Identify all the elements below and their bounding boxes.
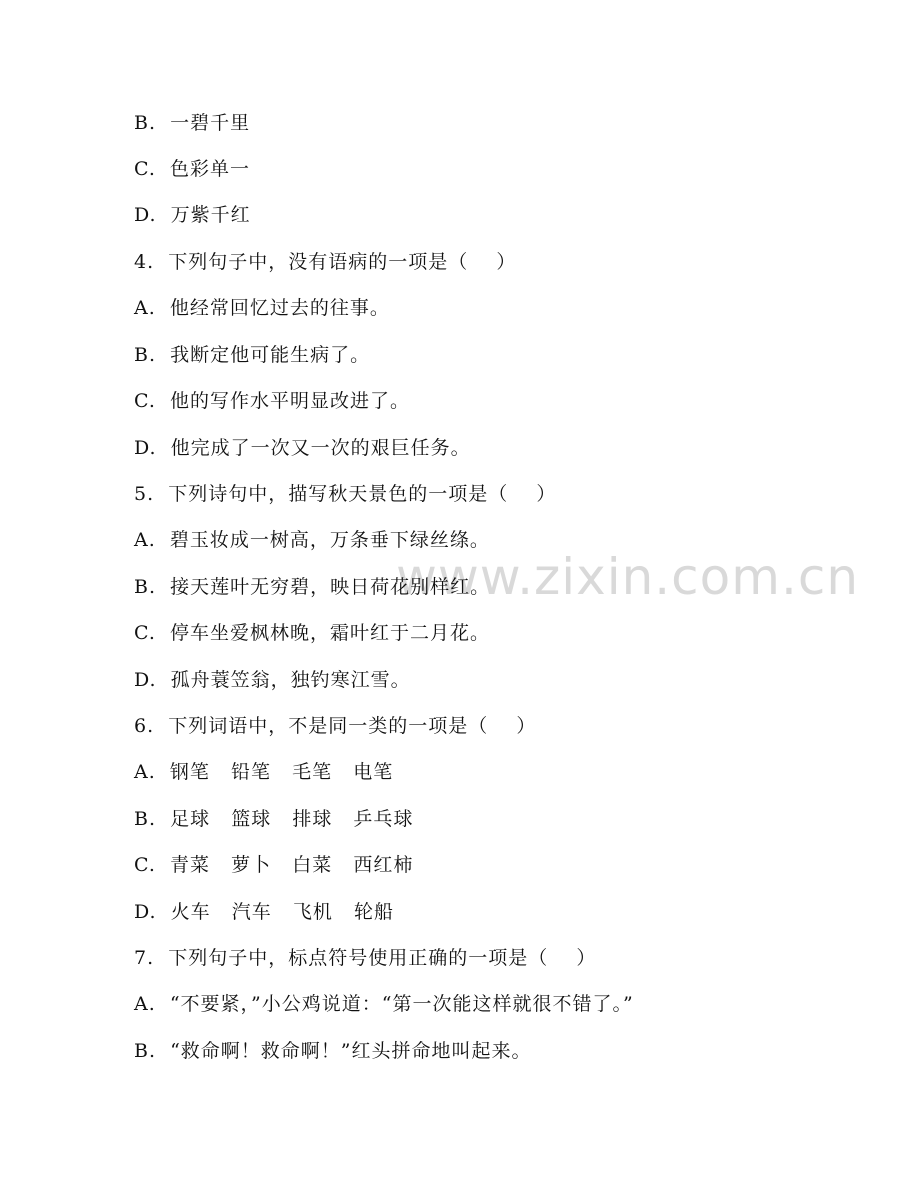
option-line: B. 接天莲叶无穷碧，映日荷花别样红。	[134, 576, 491, 598]
option-line: A. 他经常回忆过去的往事。	[134, 297, 390, 319]
option-line: B. 我断定他可能生病了。	[134, 344, 371, 366]
option-line: B. 一碧千里	[134, 112, 251, 134]
question-line: 6. 下列词语中，不是同一类的一项是（ ）	[134, 715, 537, 737]
option-line: B. “救命啊！救命啊！”红头拼命地叫起来。	[134, 1040, 532, 1062]
watermark: www.zixin.com.cn	[396, 548, 860, 606]
option-line: C. 青菜 萝卜 白菜 西红柿	[134, 854, 414, 876]
question-line: 4. 下列句子中，没有语病的一项是（ ）	[134, 251, 517, 273]
option-line: B. 足球 篮球 排球 乒乓球	[134, 808, 414, 830]
question-line: 7. 下列句子中，标点符号使用正确的一项是（ ）	[134, 947, 597, 969]
option-line: D. 万紫千红	[134, 204, 251, 226]
option-line: A. 钢笔 铅笔 毛笔 电笔	[134, 761, 394, 783]
option-line: A. “不要紧，”小公鸡说道：“第一次能这样就很不错了。”	[134, 993, 634, 1015]
question-line: 5. 下列诗句中，描写秋天景色的一项是（ ）	[134, 483, 557, 505]
option-line: C. 停车坐爱枫林晚，霜叶红于二月花。	[134, 622, 490, 644]
option-line: D. 火车 汽车 飞机 轮船	[134, 901, 395, 923]
option-line: C. 色彩单一	[134, 158, 250, 180]
option-line: C. 他的写作水平明显改进了。	[134, 390, 410, 412]
option-line: D. 孤舟蓑笠翁，独钓寒江雪。	[134, 669, 411, 691]
option-line: D. 他完成了一次又一次的艰巨任务。	[134, 437, 471, 459]
option-line: A. 碧玉妆成一树高，万条垂下绿丝绦。	[134, 529, 490, 551]
